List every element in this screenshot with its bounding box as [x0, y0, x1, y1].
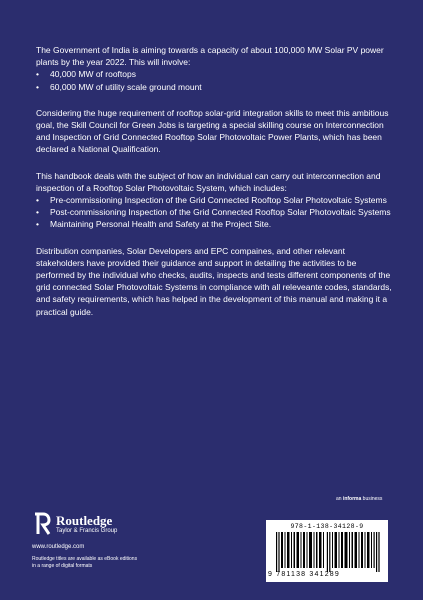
informa-brand: informa — [342, 496, 362, 502]
bullet-icon: • — [36, 219, 39, 230]
intro-bullet-list — [36, 68, 392, 92]
informa-business-tag: an informa business — [336, 496, 383, 502]
list-item: • 60,000 MW of utility scale ground mount — [36, 81, 202, 92]
handbook-paragraph: This handbook deals with the subject of how an individual can carry out interconnection and inspection of a Rooftop Solar Photovoltaic System, which includes: — [36, 170, 381, 193]
publisher-name: Routledge — [56, 512, 113, 528]
list-item: • 40,000 MW of rooftops — [36, 69, 136, 80]
routledge-r-logo-icon — [32, 512, 52, 536]
barcode-digits: 9 781138 341289 — [268, 571, 340, 578]
bullet-icon: • — [36, 69, 39, 80]
skill-council-paragraph: Considering the huge requirement of rooftop solar-grid integration skills to meet this ambitious goal, the Skill Council for Green Jobs is targeting a special skilling course on Interconnection and Inspection of Grid Connected Rooftop Solar Photovoltaic Power Plants, which has been declared a National Qualification. — [36, 107, 389, 155]
back-cover-text — [36, 44, 392, 332]
publisher-group: Taylor & Francis Group — [56, 527, 118, 534]
list-item: • Post-commissioning Inspection of the Grid Connected Rooftop Solar Photovoltaic Systems — [36, 207, 391, 218]
stakeholders-paragraph: Distribution companies, Solar Developers and EPC compaines, and other relevant stakeholders have provided their guidance and support in detailing the activities to be performed by the individual who checks, audits, inspects and tests different components of the grid connected Solar Photovoltaic Systems in compliance with all releveante codes, standards, and safety requirements, which has helped in the development of this manual and making it a practical guide. — [36, 245, 392, 317]
bullet-icon: • — [36, 81, 39, 92]
publisher-url[interactable]: www.routledge.com — [32, 544, 85, 550]
ebook-note: Routledge titles are available as eBook editions in a range of digital formats — [32, 556, 138, 569]
bullet-icon: • — [36, 207, 39, 218]
list-item: • Maintaining Personal Health and Safety at the Project Site. — [36, 219, 272, 230]
barcode-bars — [276, 532, 380, 572]
isbn-barcode — [266, 520, 388, 582]
intro-paragraph: The Government of India is aiming towards a capacity of about 100,000 MW Solar PV power plants by the year 2022. This will involve: — [36, 45, 384, 68]
list-item: • Pre-commissioning Inspection of the Grid Connected Rooftop Solar Photovoltaic Systems — [36, 195, 387, 206]
isbn-label: 978-1-138-34128-9 — [290, 523, 364, 530]
handbook-bullet-list — [36, 194, 392, 231]
bullet-icon: • — [36, 195, 39, 206]
publisher-block — [32, 512, 172, 570]
